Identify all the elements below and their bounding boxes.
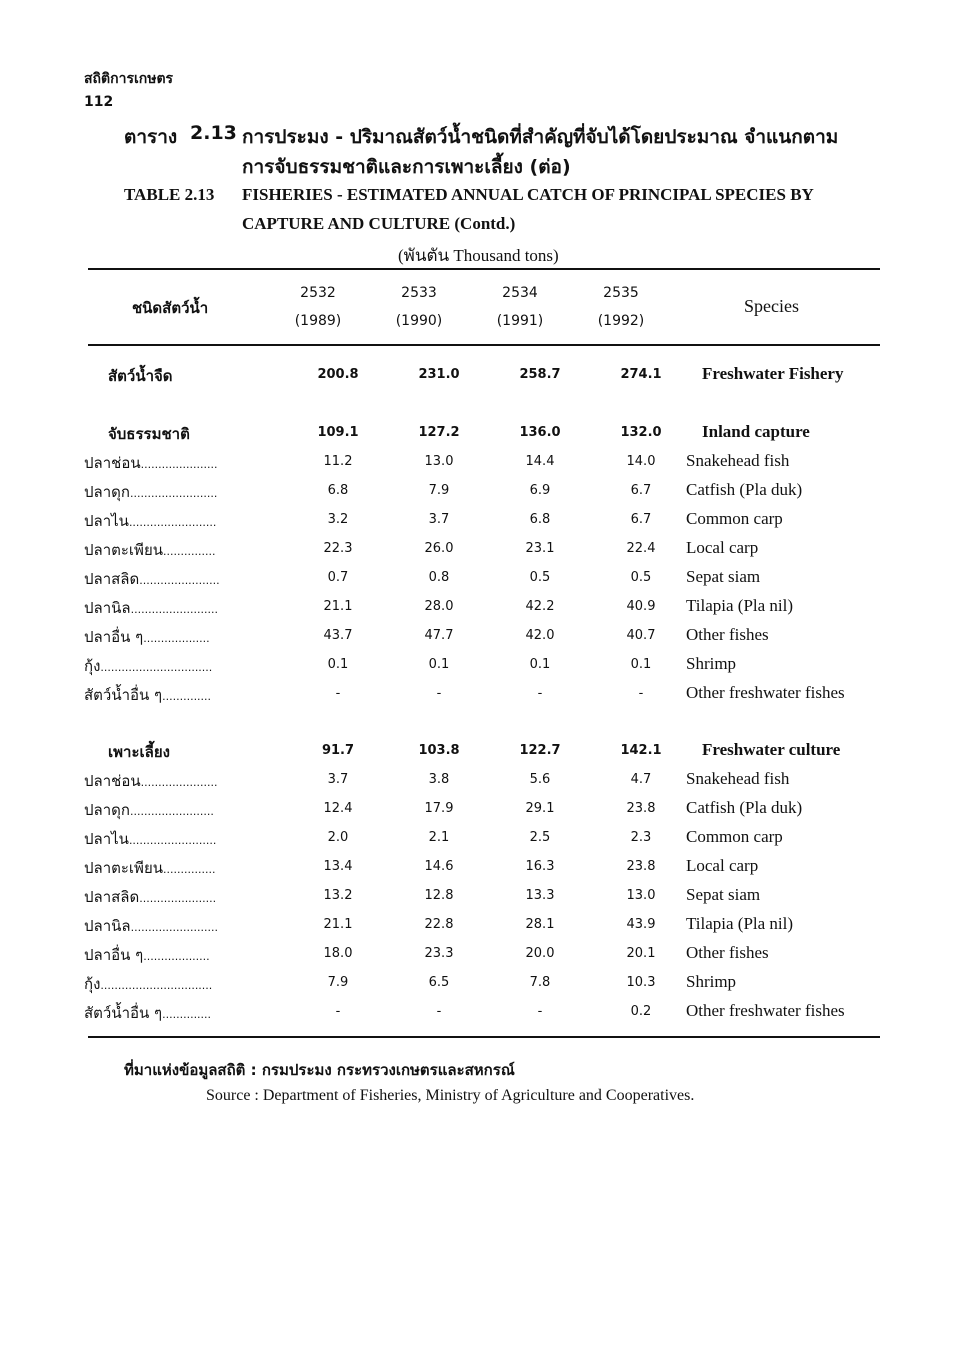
- cell-value: 142.1: [620, 743, 662, 758]
- row-label-text: ปลาสลิด: [84, 888, 140, 906]
- cell-value: 6.5: [428, 975, 450, 990]
- table-row: [0, 654, 966, 683]
- year-ce: (1990): [395, 313, 443, 329]
- cell-value: 22.3: [323, 541, 353, 556]
- row-label-thai: [84, 538, 215, 562]
- year-ce: (1992): [597, 313, 645, 329]
- cell-value: 14.4: [525, 454, 555, 469]
- row-label-thai: [108, 422, 190, 446]
- cell-value: 91.7: [321, 743, 355, 758]
- cell-value: 47.7: [424, 628, 454, 643]
- table-row: [0, 827, 966, 856]
- row-label-text: เพาะเลี้ยง: [108, 743, 170, 761]
- table-row: [0, 451, 966, 480]
- cell-value: 20.0: [525, 946, 555, 961]
- row-label-species: Other freshwater fishes: [686, 1001, 845, 1020]
- row-label-text: จับธรรมชาติ: [108, 425, 190, 443]
- leader-dots: ......................: [140, 776, 218, 789]
- leader-dots: ..............: [162, 690, 212, 703]
- table-row: [0, 625, 966, 654]
- cell-value: 43.9: [626, 917, 656, 932]
- cell-value: 17.9: [424, 801, 454, 816]
- cell-value: 258.7: [519, 367, 561, 382]
- row-label-text: ปลาช่อน: [84, 772, 141, 790]
- leader-dots: ................................: [100, 661, 213, 674]
- year-ce: (1989): [294, 313, 342, 329]
- table-row: [0, 914, 966, 943]
- row-label-thai: [84, 885, 216, 909]
- cell-value: 4.7: [630, 772, 652, 787]
- cell-value: 21.1: [323, 917, 353, 932]
- cell-value: 21.1: [323, 599, 353, 614]
- row-label-thai: [84, 856, 215, 880]
- cell-value: 42.2: [525, 599, 555, 614]
- cell-value: 43.7: [323, 628, 353, 643]
- cell-value: 0.1: [428, 657, 450, 672]
- cell-value: 2.0: [327, 830, 349, 845]
- row-label-thai: [84, 943, 210, 967]
- cell-value: -: [436, 1004, 442, 1019]
- table-row: [0, 509, 966, 538]
- cell-value: 42.0: [525, 628, 555, 643]
- cell-value: 6.9: [529, 483, 551, 498]
- leader-dots: ...................: [143, 950, 210, 963]
- row-label-species: Other fishes: [686, 625, 769, 644]
- row-label-species: Sepat siam: [686, 885, 761, 904]
- row-label-thai: [108, 740, 170, 764]
- table-row: [0, 480, 966, 509]
- row-label-species: Catfish (Pla duk): [686, 480, 803, 499]
- leader-dots: .......................: [139, 574, 220, 587]
- row-label-species: Shrimp: [686, 972, 737, 991]
- row-label-species: Other fishes: [686, 943, 769, 962]
- row-label-text: สัตว์น้ำจืด: [108, 367, 173, 385]
- cell-value: 0.2: [630, 1004, 652, 1019]
- cell-value: 28.0: [424, 599, 454, 614]
- row-label-text: ปลาตะเพียน: [84, 541, 163, 559]
- table-section-row: [0, 422, 966, 451]
- source-english: Source : Department of Fisheries, Ministry of Agriculture and Cooperatives.: [206, 1087, 695, 1104]
- cell-value: 14.0: [626, 454, 656, 469]
- cell-value: 5.6: [529, 772, 551, 787]
- row-label-text: ปลาอื่น ๆ: [84, 628, 144, 646]
- leader-dots: ........................: [129, 805, 214, 818]
- leader-dots: .........................: [129, 487, 218, 500]
- row-label-thai: [84, 827, 216, 851]
- row-label-text: กุ้ง: [84, 975, 101, 993]
- row-label-species: Local carp: [686, 856, 759, 875]
- cell-value: 14.6: [424, 859, 454, 874]
- row-label-thai: [84, 509, 216, 533]
- leader-dots: ...............: [163, 545, 216, 558]
- cell-value: 127.2: [418, 425, 460, 440]
- table-row: [0, 683, 966, 712]
- cell-value: 136.0: [519, 425, 561, 440]
- title-thai-line2: การจับธรรมชาติและการเพาะเลี้ยง (ต่อ): [242, 156, 571, 178]
- cell-value: 122.7: [519, 743, 561, 758]
- cell-value: 3.2: [327, 512, 349, 527]
- cell-value: 18.0: [323, 946, 353, 961]
- cell-value: 13.2: [323, 888, 353, 903]
- row-label-text: ปลาช่อน: [84, 454, 141, 472]
- cell-value: 103.8: [418, 743, 460, 758]
- cell-value: 6.7: [630, 512, 652, 527]
- leader-dots: .........................: [130, 921, 219, 934]
- cell-value: 40.9: [626, 599, 656, 614]
- cell-value: 0.1: [529, 657, 551, 672]
- table-row: [0, 943, 966, 972]
- cell-value: 109.1: [317, 425, 359, 440]
- leader-dots: ...............: [163, 863, 216, 876]
- cell-value: 200.8: [317, 367, 359, 382]
- cell-value: -: [638, 686, 644, 701]
- running-header: สถิติการเกษตร: [84, 71, 174, 87]
- row-label-thai: [84, 798, 214, 822]
- year-ce: (1991): [496, 313, 544, 329]
- cell-value: -: [537, 1004, 543, 1019]
- row-label-species: Snakehead fish: [686, 769, 790, 788]
- cell-value: 22.4: [626, 541, 656, 556]
- row-label-thai: [84, 567, 220, 591]
- row-label-thai: [108, 364, 173, 388]
- row-label-text: ปลาดุก: [84, 483, 130, 501]
- cell-value: 7.9: [327, 975, 349, 990]
- row-label-species: Local carp: [686, 538, 759, 557]
- table-row: [0, 856, 966, 885]
- table-row: [0, 798, 966, 827]
- row-label-species: Tilapia (Pla nil): [686, 596, 794, 615]
- row-label-species: Other freshwater fishes: [686, 683, 845, 702]
- cell-value: 40.7: [626, 628, 656, 643]
- cell-value: 2.5: [529, 830, 551, 845]
- cell-value: 0.7: [327, 570, 349, 585]
- cell-value: 0.5: [630, 570, 652, 585]
- row-label-thai: [84, 1001, 211, 1025]
- row-label-species: Sepat siam: [686, 567, 761, 586]
- row-label-species: Freshwater culture: [702, 740, 841, 759]
- cell-value: 12.8: [424, 888, 454, 903]
- leader-dots: ......................: [140, 458, 218, 471]
- row-label-species: Inland capture: [702, 422, 810, 441]
- cell-value: 22.8: [424, 917, 454, 932]
- table-section-row: [0, 740, 966, 769]
- row-label-text: กุ้ง: [84, 657, 101, 675]
- table-row: [0, 538, 966, 567]
- cell-value: -: [335, 686, 341, 701]
- cell-value: 16.3: [525, 859, 555, 874]
- row-label-species: Freshwater Fishery: [702, 364, 844, 383]
- row-label-thai: [84, 683, 211, 707]
- cell-value: 23.3: [424, 946, 454, 961]
- table-row: [0, 567, 966, 596]
- row-label-text: สัตว์น้ำอื่น ๆ: [84, 1004, 163, 1022]
- cell-value: 11.2: [323, 454, 353, 469]
- cell-value: 0.1: [630, 657, 652, 672]
- leader-dots: .........................: [128, 834, 217, 847]
- cell-value: 231.0: [418, 367, 460, 382]
- row-label-text: ปลานิล: [84, 917, 131, 935]
- row-label-species: Catfish (Pla duk): [686, 798, 803, 817]
- row-label-text: ปลาไน: [84, 830, 129, 848]
- cell-value: 13.4: [323, 859, 353, 874]
- row-label-text: สัตว์น้ำอื่น ๆ: [84, 686, 163, 704]
- table-row: [0, 596, 966, 625]
- row-label-thai: [84, 596, 218, 620]
- cell-value: 2.3: [630, 830, 652, 845]
- cell-value: 23.1: [525, 541, 555, 556]
- row-label-species: Common carp: [686, 827, 783, 846]
- row-label-thai: [84, 654, 212, 678]
- cell-value: 3.7: [327, 772, 349, 787]
- table-header-rule: [88, 344, 880, 346]
- row-label-text: ปลาตะเพียน: [84, 859, 163, 877]
- cell-value: 2.1: [428, 830, 450, 845]
- row-label-text: ปลานิล: [84, 599, 131, 617]
- page-number: 112: [84, 94, 114, 110]
- leader-dots: ..............: [162, 1008, 212, 1021]
- cell-value: -: [537, 686, 543, 701]
- cell-value: 13.0: [626, 888, 656, 903]
- row-label-species: Tilapia (Pla nil): [686, 914, 794, 933]
- cell-value: 3.8: [428, 772, 450, 787]
- cell-value: 29.1: [525, 801, 555, 816]
- table-row: [0, 1001, 966, 1030]
- table-row: [0, 769, 966, 798]
- leader-dots: ...................: [143, 632, 210, 645]
- cell-value: 10.3: [626, 975, 656, 990]
- row-label-thai: [84, 972, 212, 996]
- title-table-number: 2.13: [190, 122, 237, 144]
- cell-value: 274.1: [620, 367, 662, 382]
- cell-value: 0.1: [327, 657, 349, 672]
- row-label-species: Shrimp: [686, 654, 737, 673]
- row-label-thai: [84, 769, 218, 793]
- cell-value: 6.7: [630, 483, 652, 498]
- cell-value: -: [436, 686, 442, 701]
- cell-value: 28.1: [525, 917, 555, 932]
- cell-value: 13.3: [525, 888, 555, 903]
- leader-dots: ......................: [139, 892, 217, 905]
- table-top-rule: [88, 268, 880, 270]
- leader-dots: .........................: [130, 603, 219, 616]
- row-label-species: Common carp: [686, 509, 783, 528]
- table-bottom-rule: [88, 1036, 880, 1038]
- col-header-thai: ชนิดสัตว์น้ำ: [132, 299, 209, 317]
- source-thai: ที่มาแห่งข้อมูลสถิติ : กรมประมง กระทรวงเกษตรและสหกรณ์: [124, 1061, 515, 1079]
- year-be: 2535: [603, 285, 639, 301]
- cell-value: 7.8: [529, 975, 551, 990]
- title-en-line2: CAPTURE AND CULTURE (Contd.): [242, 214, 516, 233]
- row-label-text: ปลาไน: [84, 512, 129, 530]
- cell-value: 23.8: [626, 859, 656, 874]
- cell-value: 132.0: [620, 425, 662, 440]
- cell-value: 6.8: [327, 483, 349, 498]
- cell-value: 0.8: [428, 570, 450, 585]
- cell-value: 13.0: [424, 454, 454, 469]
- row-label-thai: [84, 480, 217, 504]
- row-label-text: ปลาสลิด: [84, 570, 140, 588]
- cell-value: 12.4: [323, 801, 353, 816]
- cell-value: 23.8: [626, 801, 656, 816]
- cell-value: 26.0: [424, 541, 454, 556]
- cell-value: 3.7: [428, 512, 450, 527]
- col-header-species: Species: [744, 296, 799, 316]
- unit-label: (พันตัน Thousand tons): [398, 246, 559, 265]
- cell-value: 20.1: [626, 946, 656, 961]
- table-section-row: [0, 364, 966, 393]
- row-label-thai: [84, 914, 218, 938]
- title-en-line1: FISHERIES - ESTIMATED ANNUAL CATCH OF PRINCIPAL SPECIES BY: [242, 185, 814, 204]
- row-label-text: ปลาดุก: [84, 801, 130, 819]
- row-label-text: ปลาอื่น ๆ: [84, 946, 144, 964]
- cell-value: 7.9: [428, 483, 450, 498]
- cell-value: 0.5: [529, 570, 551, 585]
- title-thai-line1: การประมง - ปริมาณสัตว์น้ำชนิดที่สำคัญที่จับได้โดยประมาณ จำแนกตาม: [242, 126, 839, 148]
- title-thai-prefix: ตาราง: [124, 126, 178, 148]
- leader-dots: .........................: [128, 516, 217, 529]
- cell-value: -: [335, 1004, 341, 1019]
- title-en-prefix: TABLE 2.13: [124, 185, 215, 204]
- table-row: [0, 972, 966, 1001]
- cell-value: 6.8: [529, 512, 551, 527]
- year-be: 2532: [300, 285, 336, 301]
- row-label-thai: [84, 451, 218, 475]
- leader-dots: ................................: [100, 979, 213, 992]
- year-be: 2534: [502, 285, 538, 301]
- row-label-species: Snakehead fish: [686, 451, 790, 470]
- year-be: 2533: [401, 285, 437, 301]
- table-row: [0, 885, 966, 914]
- row-label-thai: [84, 625, 210, 649]
